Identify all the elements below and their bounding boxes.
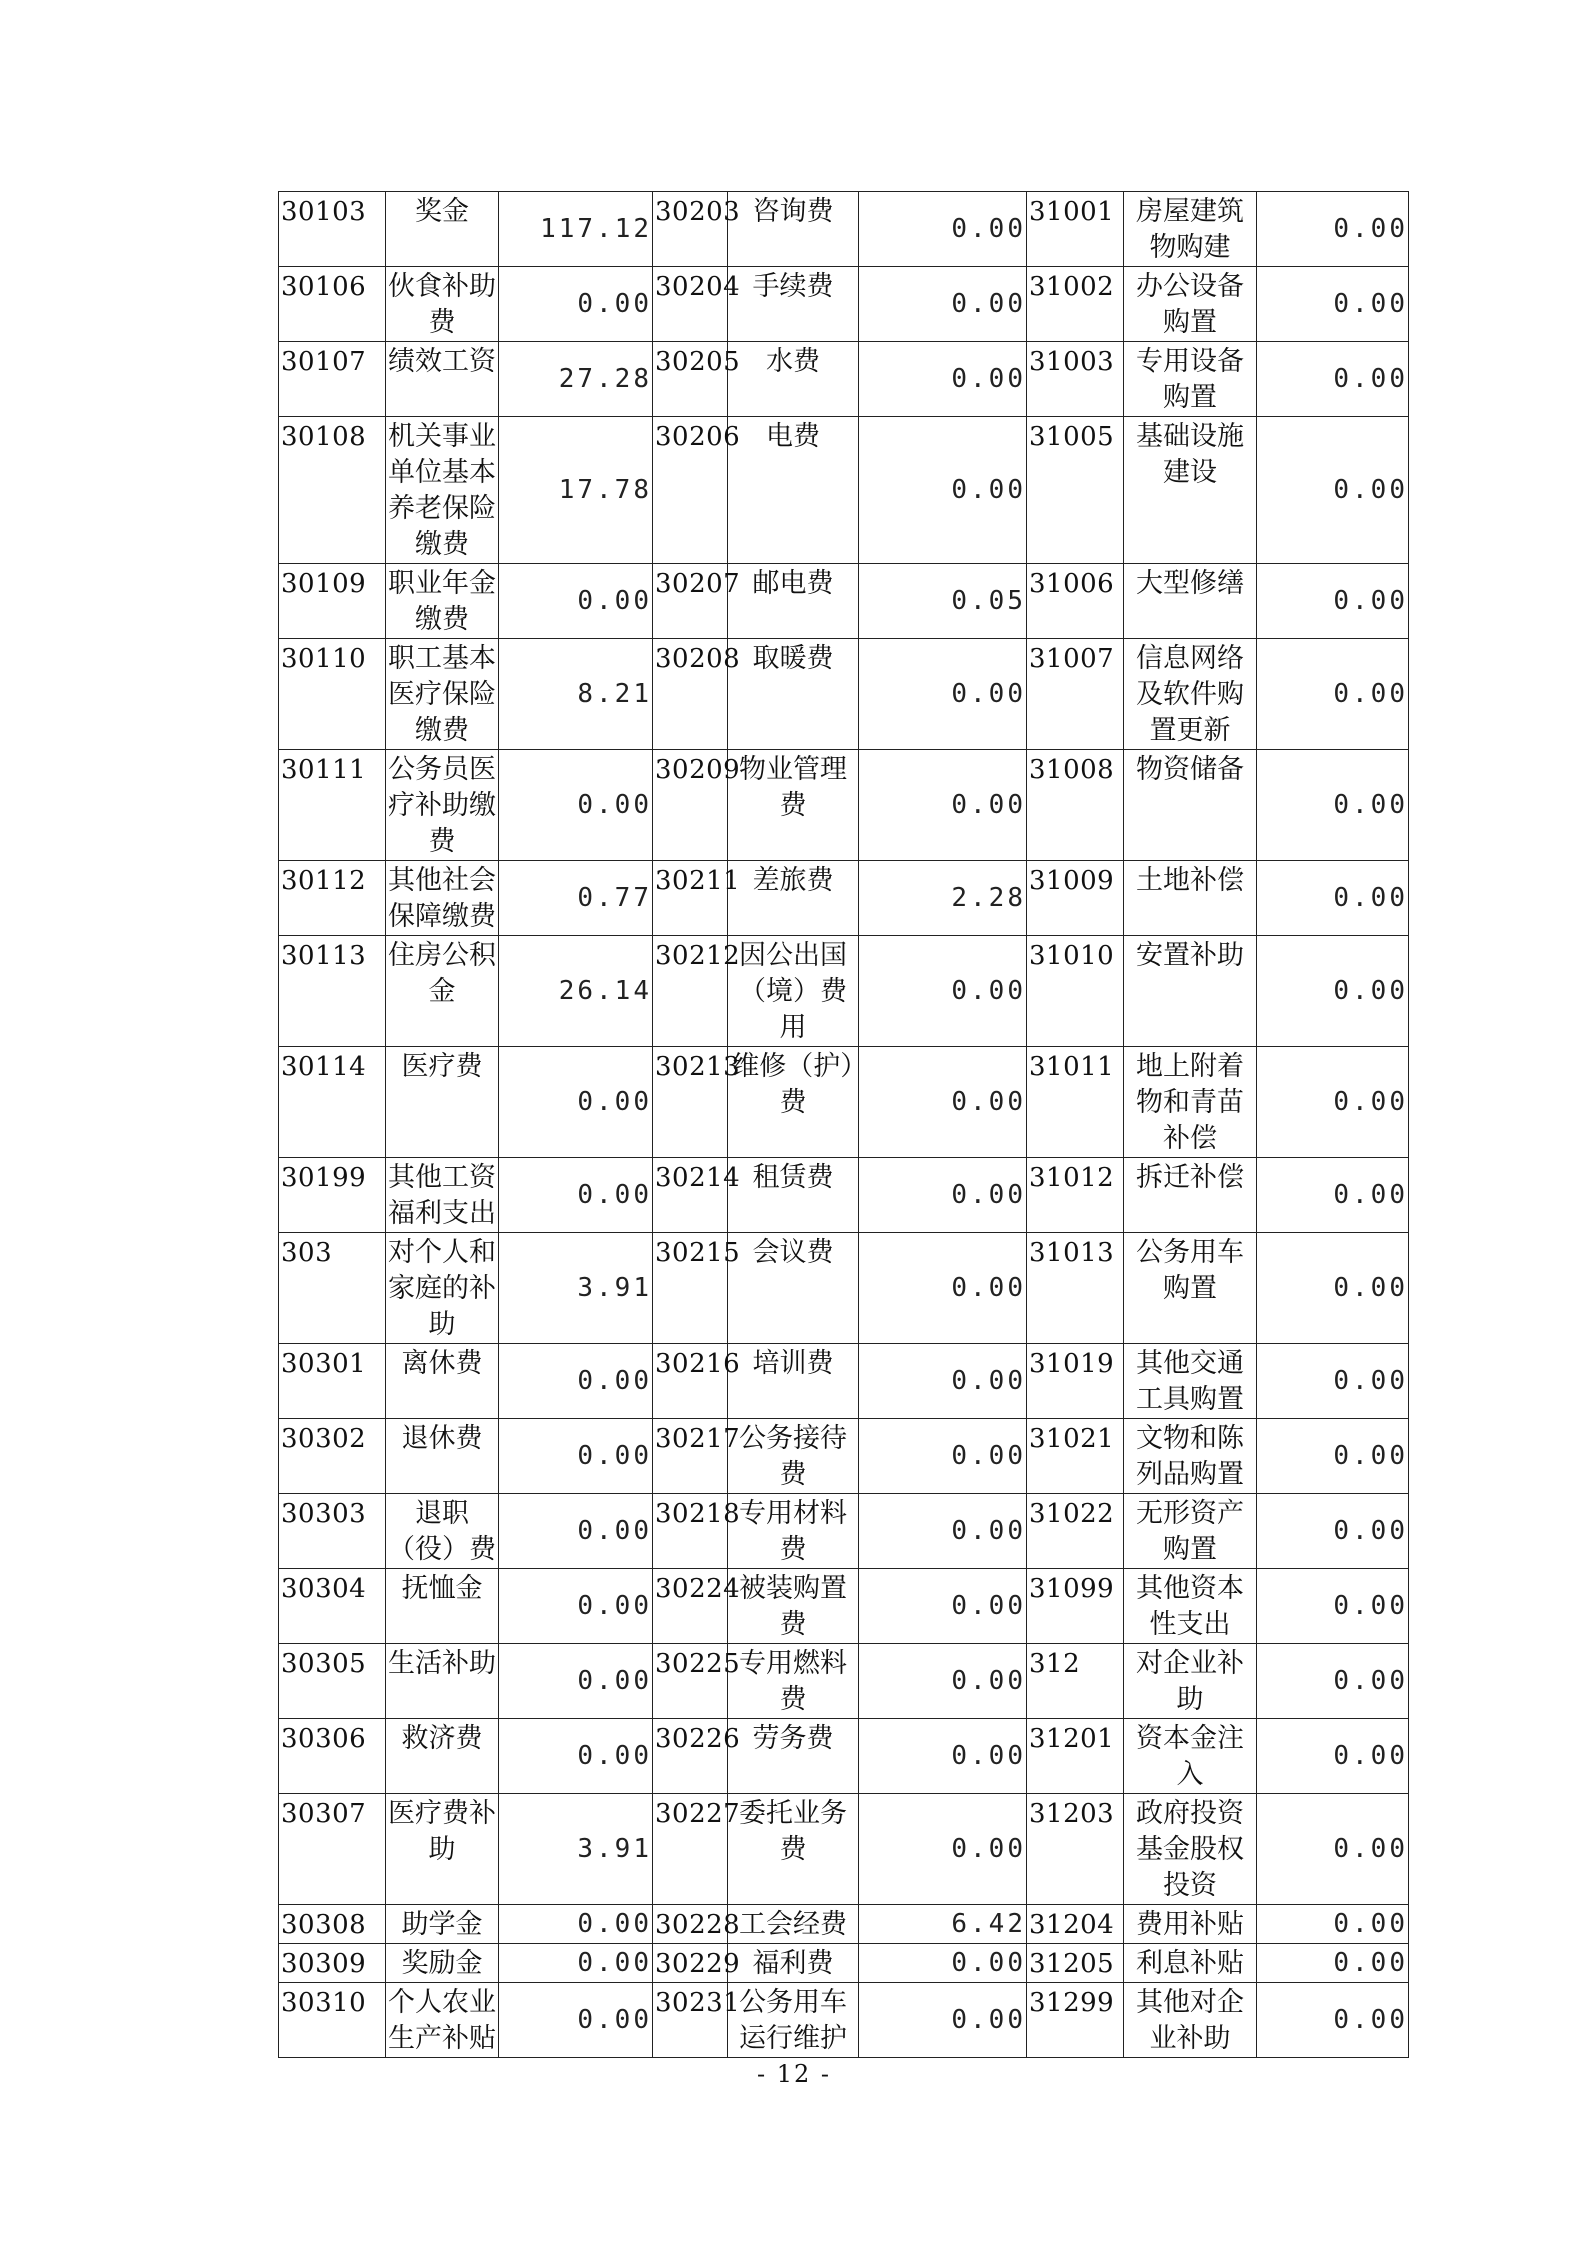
cell-code: 30306 [279,1719,386,1794]
table-row [279,1233,1409,1344]
cell-code: 31001 [1027,192,1124,267]
cell-name: 会议费 [728,1233,859,1344]
cell-name: 生活补助 [386,1644,499,1719]
cell-amount: 0.00 [859,342,1027,417]
cell-name: 物业管理费 [728,750,859,861]
cell-amount: 0.00 [859,1344,1027,1419]
cell-amount: 0.00 [1257,417,1409,564]
cell-code: 30112 [279,861,386,936]
cell-amount: 0.00 [1257,342,1409,417]
cell-name: 专用设备购置 [1124,342,1257,417]
cell-name: 其他社会保障缴费 [386,861,499,936]
cell-code: 30110 [279,639,386,750]
table-row [279,1905,1409,1944]
cell-code: 30109 [279,564,386,639]
cell-amount: 26.14 [499,936,653,1047]
cell-amount: 0.00 [499,1719,653,1794]
cell-amount: 0.00 [499,1047,653,1158]
cell-name: 机关事业单位基本养老保险缴费 [386,417,499,564]
cell-amount: 0.00 [1257,1905,1409,1944]
cell-code: 30211 [653,861,728,936]
cell-code: 303 [279,1233,386,1344]
cell-name: 专用材料费 [728,1494,859,1569]
cell-amount: 0.00 [859,936,1027,1047]
cell-name: 专用燃料费 [728,1644,859,1719]
cell-code: 30212 [653,936,728,1047]
cell-amount: 0.00 [859,1158,1027,1233]
cell-code: 30218 [653,1494,728,1569]
cell-code: 30108 [279,417,386,564]
table-row [279,192,1409,267]
cell-code: 30216 [653,1344,728,1419]
cell-name: 办公设备购置 [1124,267,1257,342]
cell-name: 助学金 [386,1905,499,1944]
cell-code: 30199 [279,1158,386,1233]
cell-name: 大型修缮 [1124,564,1257,639]
cell-name: 资本金注入 [1124,1719,1257,1794]
cell-amount: 27.28 [499,342,653,417]
cell-amount: 0.00 [859,267,1027,342]
cell-amount: 0.00 [859,1644,1027,1719]
cell-name: 福利费 [728,1944,859,1983]
cell-name: 咨询费 [728,192,859,267]
cell-name: 电费 [728,417,859,564]
cell-code: 30307 [279,1794,386,1905]
cell-code: 30214 [653,1158,728,1233]
cell-code: 30205 [653,342,728,417]
cell-name: 土地补偿 [1124,861,1257,936]
cell-code: 30206 [653,417,728,564]
cell-code: 30114 [279,1047,386,1158]
cell-code: 312 [1027,1644,1124,1719]
cell-amount: 0.00 [499,1158,653,1233]
cell-code: 30204 [653,267,728,342]
cell-amount: 0.00 [859,1719,1027,1794]
cell-name: 拆迁补偿 [1124,1158,1257,1233]
table-row [279,1047,1409,1158]
cell-amount: 0.00 [499,1944,653,1983]
cell-amount: 0.00 [499,1494,653,1569]
cell-code: 30225 [653,1644,728,1719]
cell-code: 30310 [279,1983,386,2058]
cell-name: 政府投资基金股权投资 [1124,1794,1257,1905]
cell-name: 对个人和家庭的补助 [386,1233,499,1344]
cell-name: 其他工资福利支出 [386,1158,499,1233]
cell-amount: 0.00 [499,750,653,861]
cell-name: 培训费 [728,1344,859,1419]
cell-amount: 0.00 [1257,1719,1409,1794]
cell-name: 公务接待费 [728,1419,859,1494]
cell-code: 30107 [279,342,386,417]
cell-amount: 0.00 [1257,1644,1409,1719]
cell-code: 31204 [1027,1905,1124,1944]
cell-name: 其他交通工具购置 [1124,1344,1257,1419]
cell-name: 水费 [728,342,859,417]
cell-amount: 0.00 [499,1644,653,1719]
cell-amount: 6.42 [859,1905,1027,1944]
cell-code: 31099 [1027,1569,1124,1644]
cell-code: 31022 [1027,1494,1124,1569]
cell-name: 手续费 [728,267,859,342]
cell-name: 公务员医疗补助缴费 [386,750,499,861]
cell-amount: 0.77 [499,861,653,936]
cell-code: 30207 [653,564,728,639]
cell-code: 30106 [279,267,386,342]
cell-code: 31021 [1027,1419,1124,1494]
cell-code: 31003 [1027,342,1124,417]
cell-name: 医疗费 [386,1047,499,1158]
page-number: - 12 - [756,2060,831,2088]
cell-name: 奖励金 [386,1944,499,1983]
table-row [279,1419,1409,1494]
cell-code: 30111 [279,750,386,861]
table-row [279,1794,1409,1905]
cell-amount: 0.00 [499,1344,653,1419]
cell-code: 31019 [1027,1344,1124,1419]
cell-name: 退职（役）费 [386,1494,499,1569]
cell-code: 30231 [653,1983,728,2058]
cell-code: 30303 [279,1494,386,1569]
cell-name: 其他对企业补助 [1124,1983,1257,2058]
cell-amount: 0.00 [1257,1569,1409,1644]
cell-code: 30215 [653,1233,728,1344]
cell-amount: 3.91 [499,1233,653,1344]
cell-name: 个人农业生产补贴 [386,1983,499,2058]
cell-code: 30305 [279,1644,386,1719]
cell-name: 邮电费 [728,564,859,639]
cell-code: 30209 [653,750,728,861]
cell-amount: 0.00 [1257,1233,1409,1344]
table-row [279,1644,1409,1719]
cell-amount: 0.00 [859,750,1027,861]
table-row [279,417,1409,564]
table-body [279,192,1409,2058]
table-row [279,1719,1409,1794]
cell-code: 31012 [1027,1158,1124,1233]
cell-amount: 0.00 [859,1794,1027,1905]
cell-code: 31013 [1027,1233,1124,1344]
cell-amount: 8.21 [499,639,653,750]
expenditure-table [278,191,1409,2058]
cell-code: 30301 [279,1344,386,1419]
cell-name: 费用补贴 [1124,1905,1257,1944]
cell-amount: 0.00 [1257,639,1409,750]
cell-code: 31007 [1027,639,1124,750]
cell-amount: 0.00 [499,1905,653,1944]
cell-amount: 3.91 [499,1794,653,1905]
cell-code: 30229 [653,1944,728,1983]
cell-name: 职工基本医疗保险缴费 [386,639,499,750]
cell-name: 住房公积金 [386,936,499,1047]
cell-code: 31203 [1027,1794,1124,1905]
cell-amount: 0.00 [1257,1983,1409,2058]
table-row [279,936,1409,1047]
cell-code: 31009 [1027,861,1124,936]
cell-code: 31201 [1027,1719,1124,1794]
table-row [279,861,1409,936]
cell-amount: 0.00 [859,417,1027,564]
cell-amount: 0.05 [859,564,1027,639]
cell-code: 30103 [279,192,386,267]
cell-amount: 2.28 [859,861,1027,936]
cell-amount: 0.00 [499,267,653,342]
cell-amount: 0.00 [499,564,653,639]
cell-name: 利息补贴 [1124,1944,1257,1983]
table-row [279,564,1409,639]
cell-amount: 0.00 [1257,936,1409,1047]
cell-name: 劳务费 [728,1719,859,1794]
cell-code: 31205 [1027,1944,1124,1983]
cell-name: 退休费 [386,1419,499,1494]
cell-name: 公务用车购置 [1124,1233,1257,1344]
cell-name: 工会经费 [728,1905,859,1944]
cell-amount: 0.00 [499,1983,653,2058]
cell-name: 差旅费 [728,861,859,936]
cell-name: 离休费 [386,1344,499,1419]
cell-code: 30309 [279,1944,386,1983]
table-row [279,1983,1409,2058]
cell-amount: 0.00 [1257,1047,1409,1158]
cell-amount: 0.00 [859,1944,1027,1983]
cell-name: 房屋建筑物购建 [1124,192,1257,267]
table-row [279,639,1409,750]
cell-name: 奖金 [386,192,499,267]
cell-code: 31006 [1027,564,1124,639]
cell-amount: 0.00 [1257,1158,1409,1233]
table-row [279,1158,1409,1233]
cell-code: 31011 [1027,1047,1124,1158]
cell-code: 30226 [653,1719,728,1794]
cell-code: 30308 [279,1905,386,1944]
cell-amount: 0.00 [1257,1794,1409,1905]
cell-amount: 0.00 [1257,1494,1409,1569]
cell-code: 30302 [279,1419,386,1494]
cell-amount: 0.00 [1257,192,1409,267]
cell-name: 委托业务费 [728,1794,859,1905]
cell-code: 30224 [653,1569,728,1644]
cell-amount: 0.00 [859,192,1027,267]
cell-name: 抚恤金 [386,1569,499,1644]
cell-name: 物资储备 [1124,750,1257,861]
cell-name: 公务用车运行维护 [728,1983,859,2058]
cell-name: 文物和陈列品购置 [1124,1419,1257,1494]
cell-code: 30217 [653,1419,728,1494]
cell-name: 被装购置费 [728,1569,859,1644]
cell-name: 无形资产购置 [1124,1494,1257,1569]
cell-amount: 0.00 [1257,564,1409,639]
cell-name: 医疗费补助 [386,1794,499,1905]
table-row [279,1569,1409,1644]
cell-code: 31010 [1027,936,1124,1047]
cell-amount: 0.00 [1257,1419,1409,1494]
cell-amount: 0.00 [859,1494,1027,1569]
cell-amount: 0.00 [859,1983,1027,2058]
cell-amount: 0.00 [859,1569,1027,1644]
cell-amount: 0.00 [859,1047,1027,1158]
cell-code: 31002 [1027,267,1124,342]
cell-code: 30228 [653,1905,728,1944]
cell-amount: 0.00 [859,639,1027,750]
cell-name: 信息网络及软件购置更新 [1124,639,1257,750]
cell-name: 因公出国（境）费用 [728,936,859,1047]
cell-amount: 0.00 [859,1233,1027,1344]
cell-amount: 0.00 [1257,750,1409,861]
cell-name: 职业年金缴费 [386,564,499,639]
cell-amount: 0.00 [499,1569,653,1644]
cell-code: 31008 [1027,750,1124,861]
cell-name: 对企业补助 [1124,1644,1257,1719]
cell-name: 伙食补助费 [386,267,499,342]
table-row [279,1944,1409,1983]
table-row [279,267,1409,342]
cell-code: 31299 [1027,1983,1124,2058]
cell-code: 30208 [653,639,728,750]
cell-name: 维修（护）费 [728,1047,859,1158]
cell-name: 地上附着物和青苗补偿 [1124,1047,1257,1158]
table-row [279,1344,1409,1419]
cell-code: 31005 [1027,417,1124,564]
cell-code: 30213 [653,1047,728,1158]
cell-amount: 0.00 [499,1419,653,1494]
cell-code: 30113 [279,936,386,1047]
cell-code: 30203 [653,192,728,267]
cell-amount: 0.00 [1257,267,1409,342]
table-row [279,750,1409,861]
cell-amount: 0.00 [1257,1344,1409,1419]
cell-name: 其他资本性支出 [1124,1569,1257,1644]
cell-name: 绩效工资 [386,342,499,417]
cell-name: 安置补助 [1124,936,1257,1047]
cell-name: 救济费 [386,1719,499,1794]
cell-amount: 0.00 [1257,861,1409,936]
table-row [279,1494,1409,1569]
cell-amount: 17.78 [499,417,653,564]
cell-code: 30304 [279,1569,386,1644]
cell-name: 租赁费 [728,1158,859,1233]
cell-name: 基础设施建设 [1124,417,1257,564]
cell-code: 30227 [653,1794,728,1905]
cell-amount: 0.00 [859,1419,1027,1494]
cell-amount: 0.00 [1257,1944,1409,1983]
table-row [279,342,1409,417]
cell-name: 取暖费 [728,639,859,750]
cell-amount: 117.12 [499,192,653,267]
